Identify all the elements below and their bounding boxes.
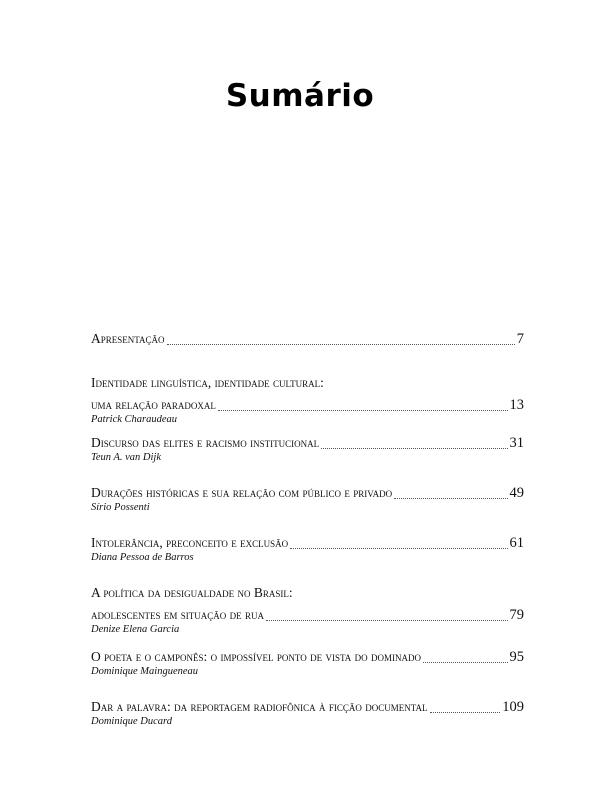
toc-entry-title: Dar a palavra: da reportagem radiofônica à ficção documental [91,699,428,714]
toc-entry-title-line [91,374,524,391]
dot-leader [430,712,501,713]
dot-leader [290,548,507,549]
toc-entry-author: Dominique Ducard [91,716,172,727]
toc-entry-title-line [91,698,524,716]
toc-entry-title: adolescentes em situação de rua [91,607,264,622]
toc-entry-author: Teun A. van Dijk [91,452,161,463]
toc-entry-page-number: 95 [509,649,524,665]
toc-entry [91,648,524,678]
toc-entry-title-line [91,330,524,348]
toc-entry-author: Denize Elena Garcia [91,624,180,635]
toc-entry-title: O poeta e o camponês: o impossível ponto de vista do dominado [91,649,422,664]
dot-leader [167,344,515,345]
toc-entry-title: uma relação paradoxal [91,397,216,412]
toc-entry-title-line [91,396,524,414]
toc-entry-page-number: 49 [509,485,524,501]
toc-entry-title: Intolerância, preconceito e exclusão [91,535,289,550]
toc-entry-title-line [91,484,524,502]
page-title: Sumário [225,78,375,114]
toc-entry-title-line [91,534,524,552]
toc-entry-title-line [91,584,524,601]
toc-entry-page-number: 31 [509,435,524,451]
dot-leader [321,448,507,449]
toc-entry [91,584,524,636]
toc-entry-title: A política da desigualdade no Brasil: [91,585,293,600]
toc-entry-title: Durações históricas e sua relação com público e privado [91,485,393,500]
toc-entry-title-line [91,434,524,452]
toc-entry-title: Apresentação [91,331,165,346]
toc-entry-author: Diana Pessoa de Barros [91,552,194,563]
toc-entry [91,534,524,564]
dot-leader [423,662,507,663]
toc-entry-author: Sírio Possenti [91,502,150,513]
dot-leader [218,410,508,411]
toc-entry-title-line [91,606,524,624]
toc-entry-page-number: 79 [509,607,524,623]
toc-entry-author: Dominique Maingueneau [91,666,199,677]
dot-leader [394,498,507,499]
toc-entry [91,330,524,348]
toc-entry-page-number: 109 [502,699,524,715]
toc-entry-title: Discurso das elites e racismo institucional [91,435,320,450]
toc-entry-page-number: 13 [509,397,524,413]
toc-entry-page-number: 61 [509,535,524,551]
dot-leader [266,620,508,621]
toc-entry [91,484,524,514]
toc-entry [91,698,524,728]
toc-entry-page-number: 7 [516,331,524,347]
toc-entry [91,374,524,426]
toc-entry-title: Identidade linguística, identidade cultural: [91,375,324,390]
toc-entry-author: Patrick Charaudeau [91,414,178,425]
toc-entry [91,434,524,464]
toc-entry-title-line [91,648,524,666]
